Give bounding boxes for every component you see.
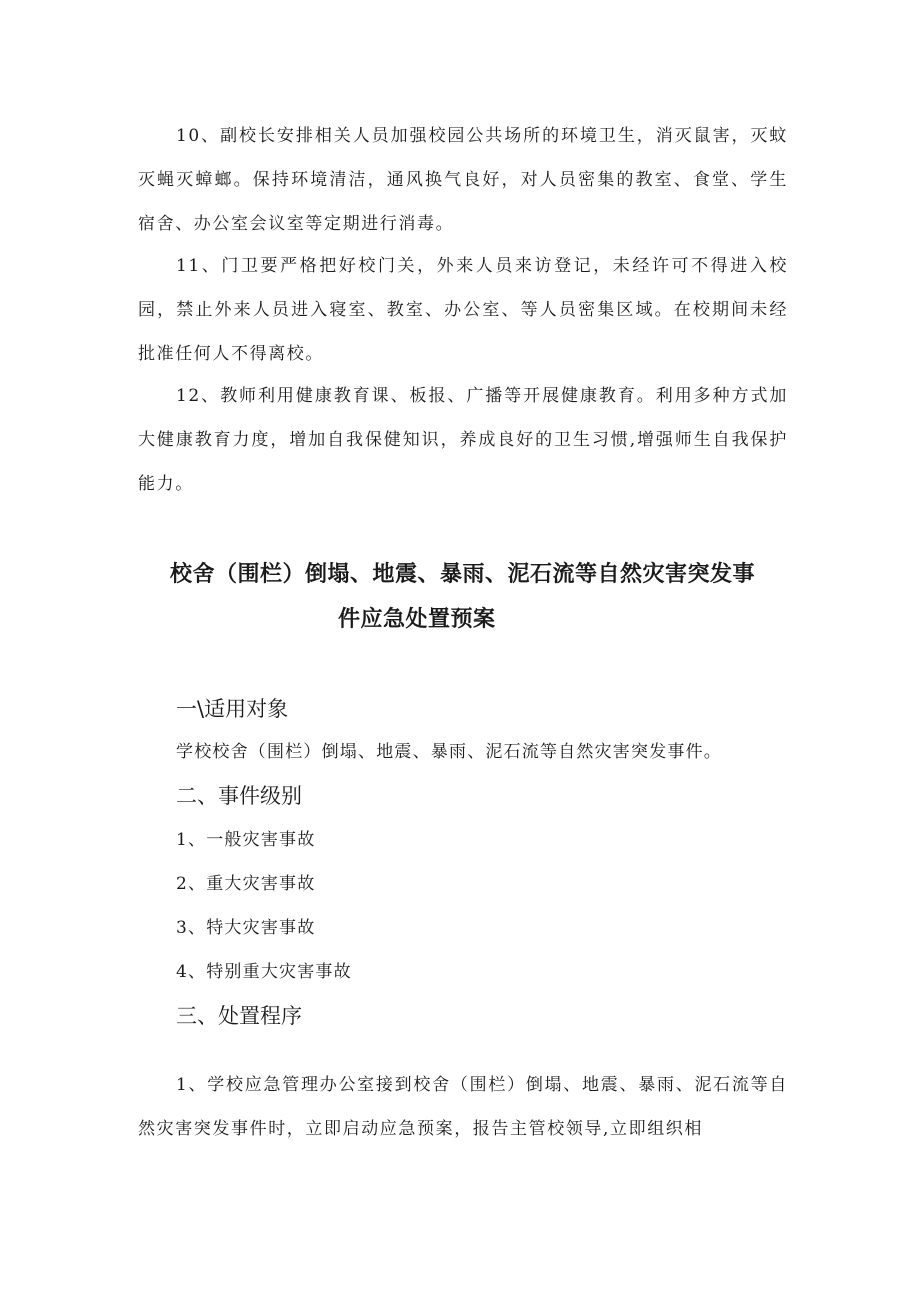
section-heading-procedure: 三、处置程序 <box>176 1004 302 1028</box>
event-level-item: 4、特别重大灾害事故 <box>176 962 352 982</box>
section-heading-scope: 一\适用对象 <box>176 697 289 721</box>
scope-text: 学校校舍（围栏）倒塌、地震、暴雨、泥石流等自然灾害突发事件。 <box>176 742 722 762</box>
document-title <box>170 552 790 642</box>
title-line-1: 校舍（围栏）倒塌、地震、暴雨、泥石流等自然灾害突发事 <box>170 562 756 587</box>
paragraph-item-12: 12、教师利用健康教育课、板报、广播等开展健康教育。利用多种方式加大健康教育力度，增加自我保健知识，养成良好的卫生习惯,增强师生自我保护能力。 <box>138 386 788 494</box>
event-level-item: 1、一般灾害事故 <box>176 830 316 850</box>
procedure-paragraph-1: 1、学校应急管理办公室接到校舍（围栏）倒塌、地震、暴雨、泥石流等自然灾害突发事件时，立即启动应急预案，报告主管校领导,立即组织相 <box>138 1075 788 1139</box>
event-level-item: 2、重大灾害事故 <box>176 874 316 894</box>
event-level-item: 3、特大灾害事故 <box>176 918 316 938</box>
paragraph-item-10: 10、副校长安排相关人员加强校园公共场所的环境卫生，消灭鼠害，灭蚊灭蝇灭蟑螂。保持环境清洁，通风换气良好，对人员密集的教室、食堂、学生宿舍、办公室会议室等定期进行消毒。 <box>138 126 788 234</box>
section-heading-event-levels: 二、事件级别 <box>176 784 302 808</box>
paragraph-item-11: 11、门卫要严格把好校门关，外来人员来访登记，未经许可不得进入校园，禁止外来人员进入寝室、教室、办公室、等人员密集区域。在校期间未经批准任何人不得离校。 <box>138 256 788 364</box>
title-line-2: 件应急处置预案 <box>338 607 496 632</box>
